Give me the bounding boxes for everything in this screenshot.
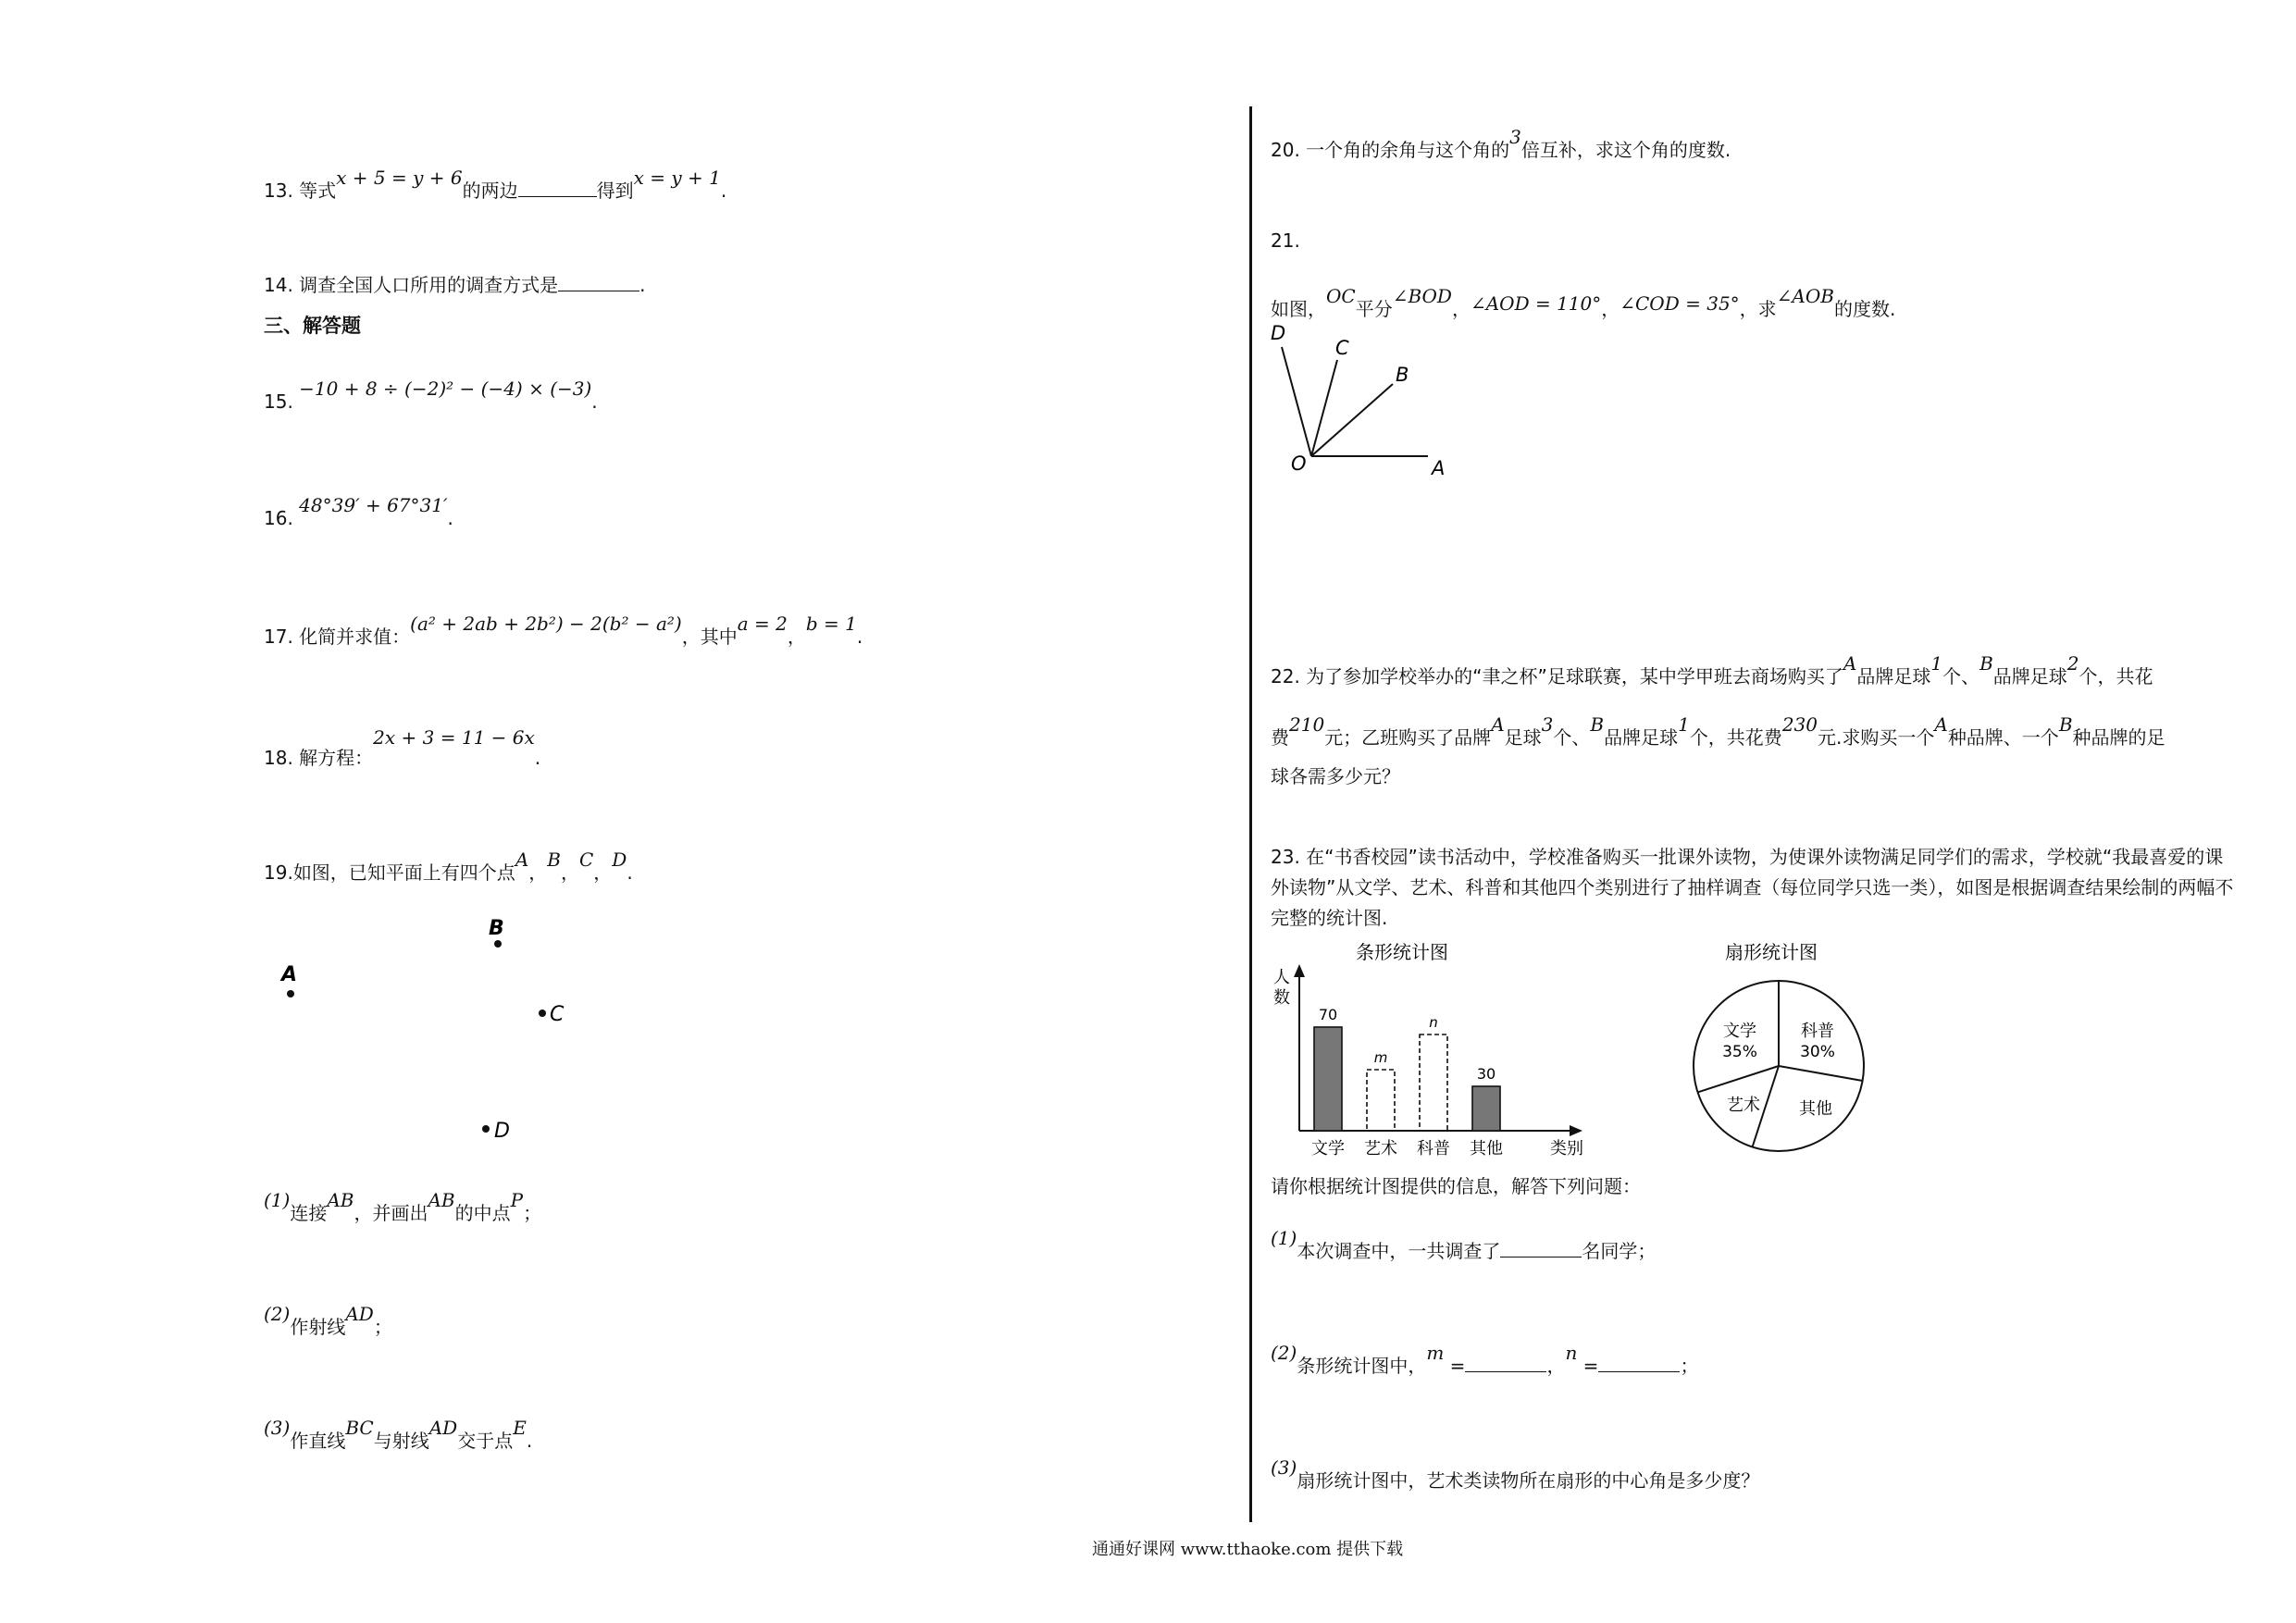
label-b: B [1396, 364, 1409, 386]
label-a: A [1432, 457, 1446, 479]
question-23: 23. 在“书香校园”读书活动中，学校准备购买一批课外读物，为使课外读物满足同学们的需求，学校就“我最喜爱的课外读物”从文学、艺术、科普和其他四个类别进行了抽样调查（每位同学只选一类），如图是根据调查结果绘制的两幅不完整的统计图. [1271, 846, 2234, 929]
angle-figure [1263, 319, 1467, 486]
label-d: D [1271, 322, 1286, 344]
point-c [539, 1003, 565, 1026]
question-17: 17. 化简并求值：(a² + 2ab + 2b²) − 2(b² − a²)，其中a = 2，b = 1. [264, 613, 863, 648]
question-23-part-3: (3)扇形统计图中，艺术类读物所在扇形的中心角是多少度？ [1271, 1456, 1760, 1492]
category-label: 其他 [1470, 1139, 1503, 1158]
pie-slice-label: 其他 [1799, 1099, 1832, 1119]
question-22-line-1: 22. 为了参加学校举办的“聿之杯”足球联赛，某中学甲班去商场购买了A品牌足球1个、B品牌足球2个，共花 [1271, 652, 2153, 688]
question-23-part-1: (1)本次调查中，一共调查了 名同学； [1271, 1227, 1657, 1262]
bar-value-label: n [1429, 1014, 1438, 1031]
pie-slice-label: 文学 [1723, 1022, 1756, 1041]
question-13: 13. 等式x + 5 = y + 6的两边 得到x = y + 1. [264, 167, 727, 202]
question-22-line-3: 球各需多少元？ [1271, 765, 1400, 787]
column-divider [1249, 106, 1252, 1522]
pie-chart-title: 扇形统计图 [1725, 941, 1818, 963]
x-axis-label: 类别 [1550, 1139, 1583, 1158]
pie-slice-label: 科普 [1801, 1022, 1834, 1041]
ray-oc [1311, 360, 1337, 456]
bar-艺术 [1367, 1070, 1395, 1131]
question-21: 如图，OC平分∠BOD，∠AOD = 110°，∠COD = 35°，求∠AOB的度数. [1271, 285, 1896, 320]
point-b [489, 917, 504, 948]
x-axis-arrow [1570, 1125, 1582, 1136]
answer-blank[interactable] [518, 180, 597, 197]
y-axis-label-2: 数 [1273, 988, 1290, 1008]
pie-divider [1698, 1066, 1779, 1092]
point-d [482, 1120, 510, 1143]
bar-chart-title: 条形统计图 [1356, 941, 1448, 963]
pie-slice-percent: 35% [1722, 1043, 1757, 1061]
bar-value-label: 70 [1318, 1006, 1338, 1023]
footer: 通通好课网 www.tthaoke.com 提供下载 [1092, 1540, 1404, 1559]
category-label: 艺术 [1364, 1139, 1397, 1158]
category-label: 科普 [1417, 1139, 1450, 1158]
point-b-label: B [489, 917, 504, 940]
label-o: O [1291, 452, 1307, 475]
answer-blank[interactable] [558, 274, 639, 291]
question-18: 18. 解方程：2x + 3 = 11 − 6x. [264, 726, 541, 769]
question-16: 16. 48°39′ + 67°31′. [264, 494, 453, 529]
question-23-part-2: (2)条形统计图中，m = ，n = ； [1271, 1342, 1699, 1377]
ray-od [1282, 347, 1311, 456]
question-19: 19.如图，已知平面上有四个点A，B，C，D. [264, 849, 633, 884]
question-23-instruction: 请你根据统计图提供的信息，解答下列问题： [1271, 1175, 1641, 1197]
pie-chart [1666, 935, 1888, 1166]
answer-blank[interactable] [1598, 1355, 1680, 1372]
question-14: 14. 调查全国人口所用的调查方式是 . [264, 274, 646, 296]
point-a [279, 963, 297, 997]
point-a-label: A [281, 963, 298, 986]
bar-value-label: 30 [1476, 1065, 1496, 1083]
bar-文学 [1314, 1027, 1342, 1131]
section-heading: 三、解答题 [264, 315, 361, 337]
question-19-part-2: (2)作射线AD； [264, 1303, 392, 1338]
bar-value-label: m [1373, 1049, 1388, 1066]
pie-divider [1779, 1066, 1863, 1081]
label-c: C [1335, 337, 1349, 359]
pie-slice-percent: 30% [1800, 1043, 1835, 1061]
question-20: 20. 一个角的余角与这个角的3倍互补，求这个角的度数. [1271, 126, 1731, 161]
ray-ob [1311, 384, 1393, 456]
question-21-number: 21. [1271, 229, 1300, 252]
question-19-part-3: (3)作直线BC与射线AD交于点E. [264, 1417, 533, 1452]
category-label: 文学 [1311, 1139, 1345, 1158]
question-19-part-1: (1)连接AB，并画出AB的中点P； [264, 1189, 542, 1224]
answer-blank[interactable] [1465, 1355, 1546, 1372]
points-figure [268, 907, 602, 1147]
point-d-label: D [494, 1120, 510, 1143]
question-15: 15. −10 + 8 ÷ (−2)² − (−4) × (−3). [264, 378, 598, 413]
y-axis-arrow [1294, 964, 1305, 977]
y-axis-label-1: 人 [1273, 968, 1290, 987]
pie-slice-label: 艺术 [1727, 1096, 1760, 1115]
bar-科普 [1420, 1035, 1447, 1131]
point-c-label: C [550, 1003, 565, 1026]
bar-chart [1268, 935, 1601, 1166]
answer-blank[interactable] [1500, 1240, 1582, 1258]
question-22-line-2: 费210元；乙班购买了品牌A足球3个、B品牌足球1个，共花费230元.求购买一个A种品牌、一个B种品牌的足 [1271, 713, 2166, 749]
bar-其他 [1472, 1086, 1500, 1131]
